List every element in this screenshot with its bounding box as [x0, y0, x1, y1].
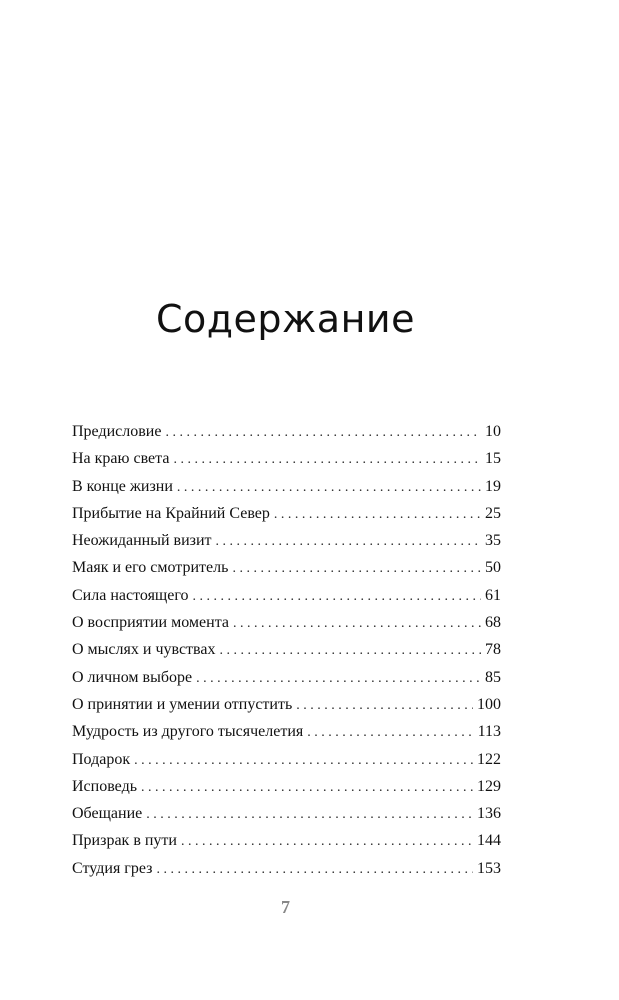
- toc-entry-page: 61: [485, 586, 501, 604]
- toc-entry: [72, 746, 501, 773]
- dot-leader: [193, 583, 481, 610]
- toc-entry-page: 68: [485, 614, 501, 632]
- toc-entry: [72, 445, 501, 472]
- dot-leader: [181, 828, 473, 855]
- page-title: Содержание: [156, 297, 415, 341]
- toc-entry-page: 129: [477, 777, 501, 795]
- toc-entry-title: О личном выборе: [72, 668, 193, 686]
- dot-leader: [134, 747, 473, 774]
- dot-leader: [307, 719, 473, 746]
- dot-leader: [165, 419, 481, 446]
- toc-entry: [72, 664, 501, 691]
- dot-leader: [141, 774, 473, 801]
- toc-entry: [72, 718, 501, 745]
- toc-entry-page: 19: [485, 477, 501, 495]
- toc-entry-page: 50: [485, 559, 501, 577]
- toc-entry: [72, 554, 501, 581]
- toc-entry-page: 100: [477, 695, 501, 713]
- dot-leader: [296, 692, 473, 719]
- dot-leader: [232, 555, 481, 582]
- toc-entry-title: Прибытие на Крайний Север: [72, 504, 270, 522]
- toc-entry-page: 10: [485, 423, 501, 440]
- toc-entry-title: О восприятии момента: [72, 614, 229, 632]
- toc-entry-page: 15: [485, 450, 501, 468]
- toc-entry-page: 153: [477, 859, 501, 877]
- toc-entry: [72, 473, 501, 500]
- toc-entry: [72, 855, 501, 882]
- toc-entry-page: 136: [477, 805, 501, 823]
- toc-entry-page: 35: [485, 532, 501, 550]
- toc-entry-title: О мыслях и чувствах: [72, 641, 216, 659]
- toc-entry-title: Маяк и его смотритель: [72, 559, 229, 577]
- dot-leader: [177, 474, 481, 501]
- toc-entry-page: 113: [477, 723, 501, 741]
- toc-entry-page: 85: [485, 668, 501, 686]
- toc-entry-page: 144: [477, 832, 501, 850]
- toc-entry: [72, 582, 501, 609]
- dot-leader: [196, 665, 481, 692]
- toc-entry-page: 25: [485, 504, 501, 522]
- dot-leader: [219, 637, 481, 664]
- toc-entry: [72, 691, 501, 718]
- toc-entry: [72, 773, 501, 800]
- toc-entry-title: Сила настоящего: [72, 586, 189, 604]
- toc-entry-title: На краю света: [72, 450, 170, 468]
- toc-entry-title: Обещание: [72, 805, 143, 823]
- table-of-contents: [72, 418, 501, 882]
- toc-entry-page: 78: [485, 641, 501, 659]
- dot-leader: [146, 801, 473, 828]
- dot-leader: [156, 856, 473, 883]
- page-number: 7: [281, 897, 290, 917]
- toc-entry-title: Неожиданный визит: [72, 532, 212, 550]
- toc-entry: [72, 800, 501, 827]
- toc-entry-title: Мудрость из другого тысячелетия: [72, 723, 304, 741]
- dot-leader: [173, 446, 481, 473]
- dot-leader: [274, 501, 481, 528]
- toc-entry: [72, 527, 501, 554]
- toc-entry: [72, 500, 501, 527]
- toc-entry-title: Предисловие: [72, 423, 162, 440]
- toc-entry-page: 122: [477, 750, 501, 768]
- toc-entry-title: Подарок: [72, 750, 131, 768]
- toc-entry: [72, 827, 501, 854]
- dot-leader: [216, 528, 481, 555]
- toc-entry-title: Призрак в пути: [72, 832, 177, 850]
- toc-entry-title: Исповедь: [72, 777, 138, 795]
- toc-entry-title: О принятии и умении отпустить: [72, 695, 293, 713]
- toc-entry-title: В конце жизни: [72, 477, 173, 495]
- dot-leader: [233, 610, 481, 637]
- toc-entry: [72, 636, 501, 663]
- toc-entry: [72, 609, 501, 636]
- toc-entry-title: Студия грез: [72, 859, 153, 877]
- toc-entry: [72, 418, 501, 445]
